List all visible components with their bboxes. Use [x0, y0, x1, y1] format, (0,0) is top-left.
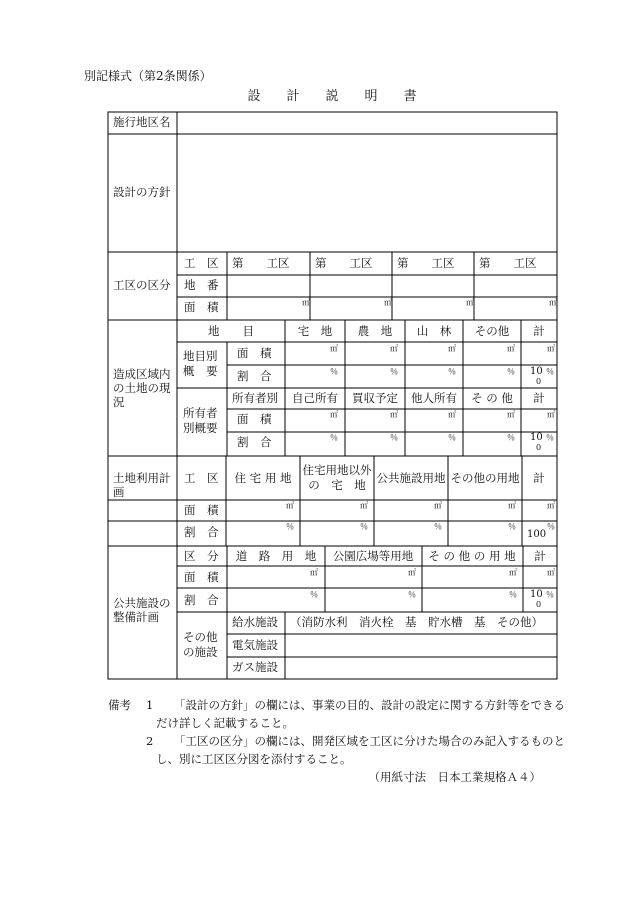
landuse-residential: 住 宅 用 地 — [234, 471, 292, 485]
note-2-number: 2 — [146, 734, 154, 748]
unit-percent: ％ — [546, 367, 554, 376]
ratio-label: 割 合 — [237, 435, 272, 449]
design-policy-label: 設計の方針 — [113, 185, 171, 199]
unit-percent: ％ — [330, 433, 338, 442]
land-use-plan-label-1: 土地利用計 — [113, 471, 171, 485]
total-percent-tail: 0 — [536, 600, 542, 609]
note-1-text-1: 「設計の方針」の欄には、事業の目的、設計の設定に関する方針等をできる — [174, 698, 565, 712]
unit-m2: ㎡ — [286, 501, 294, 510]
zone-header-2: 第 工区 — [315, 256, 373, 270]
zone-header-3: 第 工区 — [397, 256, 455, 270]
unit-m2: ㎡ — [448, 410, 456, 419]
pub-road: 道 路 用 地 — [235, 549, 317, 563]
zone-sub-label: 工 区 — [184, 471, 219, 485]
water-facility-label: 給水施設 — [232, 615, 278, 629]
cat-farmland: 農 地 — [357, 324, 393, 338]
cat-residential: 宅 地 — [297, 324, 333, 338]
unit-m2: ㎡ — [408, 568, 416, 577]
landuse-non-residential-1: 住宅用地以外 — [302, 463, 372, 477]
zone-header-4: 第 工区 — [479, 256, 537, 270]
total-percent-tail: 0 — [536, 443, 542, 452]
paper-size-note: （用紙寸法 日本工業規格Ａ４） — [368, 770, 541, 784]
public-facility-plan-label-1: 公共施設の — [113, 596, 171, 610]
current-land-label-2: の土地の現 — [113, 381, 171, 395]
unit-percent: ％ — [547, 522, 555, 531]
landuse-other: その他の用地 — [450, 471, 520, 485]
division-sub-label: 区 分 — [184, 549, 219, 563]
total-percent-value: 10 — [530, 589, 543, 600]
cat-total: 計 — [533, 324, 545, 338]
owner-total: 計 — [533, 391, 545, 405]
total-percent-tail: 0 — [536, 377, 542, 386]
unit-percent: ％ — [286, 522, 294, 531]
landuse-total: 計 — [533, 471, 545, 485]
area-label: 面 積 — [237, 412, 272, 426]
unit-percent: ％ — [546, 433, 554, 442]
note-2-text-2: し、別に工区区分図を添付すること。 — [156, 752, 352, 766]
cat-forest: 山 林 — [416, 324, 452, 338]
note-1-number: 1 — [146, 698, 154, 712]
by-category-label-2: 概 要 — [183, 364, 218, 378]
lot-number-sub-label: 地 番 — [184, 278, 219, 292]
public-facility-plan-label-2: 整備計画 — [113, 610, 159, 624]
zone-sub-label: 工 区 — [184, 256, 219, 270]
pub-other: そ の 他 の 用 地 — [428, 549, 516, 563]
by-owner-label-2: 別概要 — [183, 421, 218, 435]
note-2-text-1: 「工区の区分」の欄には、開発区域を工区に分けた場合のみ記入するものと — [174, 734, 565, 748]
cat-other: その他 — [474, 324, 510, 338]
area-label: 面 積 — [237, 346, 272, 360]
ratio-sub-label: 割 合 — [184, 593, 219, 607]
unit-m2: ㎡ — [507, 344, 515, 353]
owner-header: 所有者別 — [232, 391, 278, 405]
unit-m2: ㎡ — [390, 344, 398, 353]
zone-header-1: 第 工区 — [232, 256, 290, 270]
electric-facility-label: 電気施設 — [232, 638, 278, 652]
unit-m2: ㎡ — [549, 298, 557, 307]
unit-m2: ㎡ — [547, 501, 555, 510]
area-sub-label: 面 積 — [184, 570, 219, 584]
gas-facility-label: ガス施設 — [232, 660, 278, 674]
unit-m2: ㎡ — [310, 568, 318, 577]
unit-m2: ㎡ — [330, 410, 338, 419]
unit-m2: ㎡ — [547, 568, 555, 577]
unit-percent: ％ — [448, 433, 456, 442]
unit-percent: ％ — [509, 590, 517, 599]
unit-m2: ㎡ — [302, 298, 310, 307]
water-facility-note: （消防水利 消火栓 基 貯水槽 基 その他） — [290, 615, 543, 629]
unit-m2: ㎡ — [448, 344, 456, 353]
unit-m2: ㎡ — [547, 410, 555, 419]
unit-percent: ％ — [507, 433, 515, 442]
unit-percent: ％ — [330, 367, 338, 376]
note-1-text-2: だけ詳しく記載すること。 — [156, 716, 294, 730]
unit-percent: ％ — [408, 590, 416, 599]
owner-misc: そ の 他 — [471, 391, 513, 405]
unit-percent: ％ — [508, 522, 516, 531]
unit-m2: ㎡ — [509, 568, 517, 577]
by-owner-label-1: 所有者 — [183, 406, 218, 420]
current-land-label-3: 況 — [113, 395, 125, 409]
unit-percent: ％ — [390, 433, 398, 442]
area-sub-label: 面 積 — [184, 503, 219, 517]
owner-self: 自己所有 — [292, 391, 338, 405]
form-number-label: 別記様式（第2条関係） — [84, 69, 212, 83]
by-category-label-1: 地目別 — [183, 349, 218, 363]
unit-percent: ％ — [360, 522, 368, 531]
unit-m2: ㎡ — [330, 344, 338, 353]
land-category-header: 地 目 — [208, 324, 254, 338]
pub-park: 公園広場等用地 — [332, 549, 414, 563]
unit-m2: ㎡ — [508, 501, 516, 510]
unit-m2: ㎡ — [434, 501, 442, 510]
unit-m2: ㎡ — [360, 501, 368, 510]
unit-percent: ％ — [310, 590, 318, 599]
other-facilities-label-2: の施設 — [183, 645, 218, 659]
unit-percent: ％ — [434, 522, 442, 531]
unit-percent: ％ — [546, 590, 554, 599]
ratio-label: 割 合 — [237, 369, 272, 383]
area-sub-label: 面 積 — [184, 300, 219, 314]
total-percent-value: 10 — [530, 366, 543, 377]
owner-purchase: 買収予定 — [352, 391, 398, 405]
pub-total: 計 — [534, 549, 546, 563]
unit-percent: ％ — [390, 367, 398, 376]
notes-heading: 備考 — [108, 698, 131, 712]
unit-m2: ㎡ — [547, 344, 555, 353]
project-area-name-label: 施行地区名 — [113, 115, 171, 129]
ratio-sub-label: 割 合 — [184, 525, 219, 539]
unit-percent: ％ — [448, 367, 456, 376]
landuse-non-residential-2: の 宅 地 — [308, 478, 366, 492]
current-land-label-1: 造成区域内 — [113, 367, 171, 381]
owner-others: 他人所有 — [411, 391, 457, 405]
land-use-plan-label-2: 画 — [113, 485, 125, 499]
page-title: 設 計 説 明 書 — [247, 89, 417, 104]
unit-percent: ％ — [507, 367, 515, 376]
work-zone-division-label: 工区の区分 — [113, 278, 171, 292]
unit-m2: ㎡ — [384, 298, 392, 307]
landuse-public-facilities: 公共施設用地 — [376, 471, 446, 485]
total-percent-value: 10 — [530, 432, 543, 443]
unit-m2: ㎡ — [507, 410, 515, 419]
unit-m2: ㎡ — [390, 410, 398, 419]
total-percent-value: 100 — [527, 529, 547, 540]
other-facilities-label-1: その他 — [183, 630, 218, 644]
unit-m2: ㎡ — [466, 298, 474, 307]
